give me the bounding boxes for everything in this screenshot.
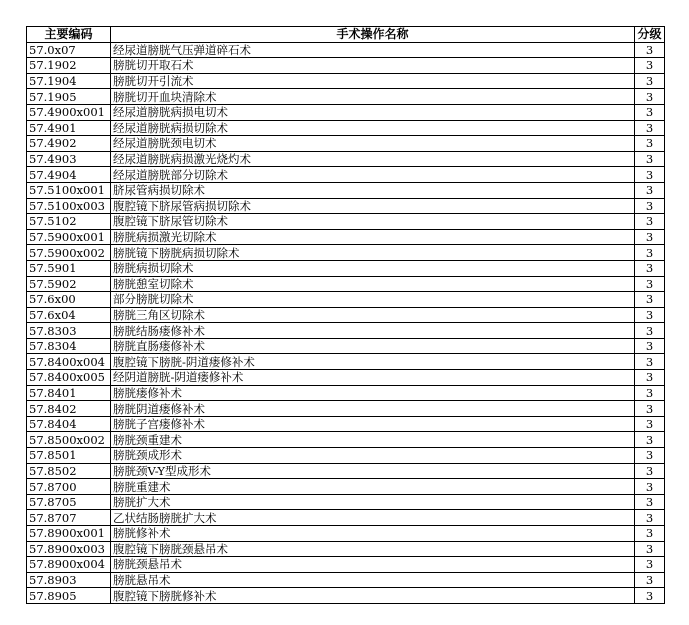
cell-code: 57.8705	[27, 494, 111, 510]
table-row	[27, 73, 665, 89]
cell-code: 57.8502	[27, 463, 111, 479]
cell-grade: 3	[635, 42, 665, 58]
cell-code: 57.4902	[27, 136, 111, 152]
table-row	[27, 260, 665, 276]
cell-code: 57.8900x003	[27, 541, 111, 557]
cell-name: 膀胱瘘修补术	[111, 385, 635, 401]
cell-name: 膀胱子宫瘘修补术	[111, 416, 635, 432]
cell-grade: 3	[635, 292, 665, 308]
cell-grade: 3	[635, 354, 665, 370]
cell-name: 膀胱三角区切除术	[111, 307, 635, 323]
table-row	[27, 354, 665, 370]
cell-name: 腹腔镜下膀胱颈悬吊术	[111, 541, 635, 557]
cell-code: 57.6x00	[27, 292, 111, 308]
cell-grade: 3	[635, 182, 665, 198]
cell-code: 57.6x04	[27, 307, 111, 323]
table-row	[27, 448, 665, 464]
table-row	[27, 182, 665, 198]
cell-code: 57.5102	[27, 214, 111, 230]
cell-code: 57.5902	[27, 276, 111, 292]
table-header-row	[27, 27, 665, 43]
table-row	[27, 432, 665, 448]
cell-name: 经尿道膀胱病损电切术	[111, 104, 635, 120]
table-row	[27, 385, 665, 401]
cell-code: 57.8903	[27, 572, 111, 588]
cell-code: 57.8400x004	[27, 354, 111, 370]
cell-code: 57.5100x001	[27, 182, 111, 198]
table-row	[27, 370, 665, 386]
table-row	[27, 541, 665, 557]
cell-grade: 3	[635, 260, 665, 276]
cell-grade: 3	[635, 120, 665, 136]
cell-grade: 3	[635, 401, 665, 417]
cell-grade: 3	[635, 58, 665, 74]
table-row	[27, 245, 665, 261]
cell-name: 膀胱扩大术	[111, 494, 635, 510]
cell-name: 膀胱结肠瘘修补术	[111, 323, 635, 339]
cell-name: 部分膀胱切除术	[111, 292, 635, 308]
table-row	[27, 276, 665, 292]
cell-grade: 3	[635, 89, 665, 105]
cell-grade: 3	[635, 416, 665, 432]
cell-code: 57.8500x002	[27, 432, 111, 448]
header-code: 主要编码	[27, 27, 111, 43]
table-row	[27, 494, 665, 510]
cell-code: 57.8707	[27, 510, 111, 526]
cell-code: 57.8900x001	[27, 526, 111, 542]
table-row	[27, 463, 665, 479]
table-row	[27, 89, 665, 105]
cell-grade: 3	[635, 510, 665, 526]
table-body	[27, 42, 665, 603]
table-row	[27, 338, 665, 354]
cell-grade: 3	[635, 151, 665, 167]
table-row	[27, 120, 665, 136]
cell-grade: 3	[635, 432, 665, 448]
cell-grade: 3	[635, 323, 665, 339]
table-row	[27, 229, 665, 245]
cell-code: 57.8501	[27, 448, 111, 464]
table-row	[27, 198, 665, 214]
cell-name: 膀胱悬吊术	[111, 572, 635, 588]
cell-code: 57.1905	[27, 89, 111, 105]
cell-name: 膀胱镜下膀胱病损切除术	[111, 245, 635, 261]
cell-grade: 3	[635, 526, 665, 542]
cell-name: 膀胱颈悬吊术	[111, 557, 635, 573]
cell-grade: 3	[635, 307, 665, 323]
cell-code: 57.8303	[27, 323, 111, 339]
table-row	[27, 401, 665, 417]
cell-code: 57.4901	[27, 120, 111, 136]
table-row	[27, 323, 665, 339]
table-row	[27, 104, 665, 120]
procedure-table	[26, 26, 665, 604]
cell-code: 57.8700	[27, 479, 111, 495]
cell-code: 57.8905	[27, 588, 111, 604]
cell-name: 膀胱憩室切除术	[111, 276, 635, 292]
table-row	[27, 572, 665, 588]
table-row	[27, 292, 665, 308]
table-row	[27, 167, 665, 183]
cell-code: 57.8304	[27, 338, 111, 354]
cell-grade: 3	[635, 167, 665, 183]
table-row	[27, 42, 665, 58]
cell-name: 膀胱病损激光切除术	[111, 229, 635, 245]
cell-name: 腹腔镜下膀胱修补术	[111, 588, 635, 604]
cell-grade: 3	[635, 338, 665, 354]
table-row	[27, 526, 665, 542]
table-row	[27, 151, 665, 167]
cell-code: 57.5901	[27, 260, 111, 276]
cell-name: 膀胱颈V-Y型成形术	[111, 463, 635, 479]
cell-grade: 3	[635, 104, 665, 120]
cell-code: 57.5900x001	[27, 229, 111, 245]
cell-grade: 3	[635, 463, 665, 479]
cell-name: 膀胱直肠瘘修补术	[111, 338, 635, 354]
cell-grade: 3	[635, 588, 665, 604]
cell-grade: 3	[635, 448, 665, 464]
cell-name: 膀胱修补术	[111, 526, 635, 542]
cell-grade: 3	[635, 385, 665, 401]
cell-grade: 3	[635, 557, 665, 573]
cell-name: 膀胱阴道瘘修补术	[111, 401, 635, 417]
cell-name: 膀胱切开引流术	[111, 73, 635, 89]
cell-name: 乙状结肠膀胱扩大术	[111, 510, 635, 526]
cell-grade: 3	[635, 370, 665, 386]
cell-name: 膀胱切开血块清除术	[111, 89, 635, 105]
header-grade: 分级	[635, 27, 665, 43]
table-row	[27, 510, 665, 526]
cell-code: 57.4903	[27, 151, 111, 167]
header-name: 手术操作名称	[111, 27, 635, 43]
cell-grade: 3	[635, 198, 665, 214]
table-row	[27, 416, 665, 432]
cell-name: 经尿道膀胱病损切除术	[111, 120, 635, 136]
cell-code: 57.8401	[27, 385, 111, 401]
cell-name: 膀胱重建术	[111, 479, 635, 495]
cell-code: 57.4900x001	[27, 104, 111, 120]
cell-grade: 3	[635, 245, 665, 261]
cell-name: 腹腔镜下膀胱-阴道瘘修补术	[111, 354, 635, 370]
cell-code: 57.8400x005	[27, 370, 111, 386]
cell-grade: 3	[635, 541, 665, 557]
table-row	[27, 307, 665, 323]
table-row	[27, 214, 665, 230]
cell-code: 57.5100x003	[27, 198, 111, 214]
cell-grade: 3	[635, 276, 665, 292]
cell-grade: 3	[635, 214, 665, 230]
cell-name: 脐尿管病损切除术	[111, 182, 635, 198]
cell-code: 57.1904	[27, 73, 111, 89]
table-row	[27, 136, 665, 152]
cell-grade: 3	[635, 73, 665, 89]
cell-grade: 3	[635, 229, 665, 245]
cell-grade: 3	[635, 494, 665, 510]
cell-name: 膀胱病损切除术	[111, 260, 635, 276]
cell-code: 57.1902	[27, 58, 111, 74]
cell-code: 57.8402	[27, 401, 111, 417]
cell-name: 经阴道膀胱-阴道瘘修补术	[111, 370, 635, 386]
cell-code: 57.0x07	[27, 42, 111, 58]
cell-name: 经尿道膀胱气压弹道碎石术	[111, 42, 635, 58]
table-row	[27, 557, 665, 573]
cell-grade: 3	[635, 479, 665, 495]
cell-code: 57.4904	[27, 167, 111, 183]
cell-name: 腹腔镜下脐尿管切除术	[111, 214, 635, 230]
cell-name: 膀胱颈重建术	[111, 432, 635, 448]
cell-code: 57.5900x002	[27, 245, 111, 261]
cell-grade: 3	[635, 572, 665, 588]
cell-grade: 3	[635, 136, 665, 152]
table-row	[27, 479, 665, 495]
table-row	[27, 588, 665, 604]
cell-name: 膀胱切开取石术	[111, 58, 635, 74]
cell-code: 57.8404	[27, 416, 111, 432]
cell-name: 腹腔镜下脐尿管病损切除术	[111, 198, 635, 214]
cell-name: 膀胱颈成形术	[111, 448, 635, 464]
table-row	[27, 58, 665, 74]
cell-name: 经尿道膀胱部分切除术	[111, 167, 635, 183]
cell-name: 经尿道膀胱颈电切术	[111, 136, 635, 152]
cell-name: 经尿道膀胱病损激光烧灼术	[111, 151, 635, 167]
cell-code: 57.8900x004	[27, 557, 111, 573]
